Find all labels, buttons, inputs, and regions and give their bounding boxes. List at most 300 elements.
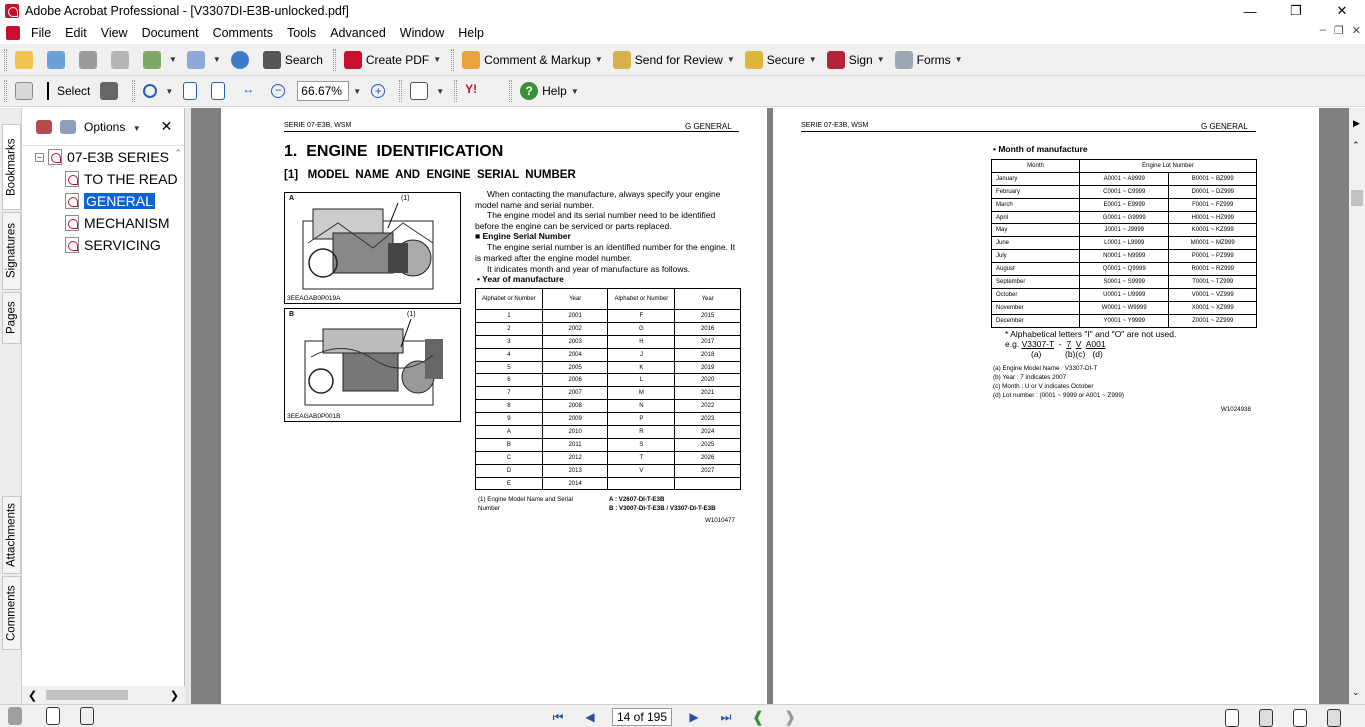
- restore-button[interactable]: ❐: [1290, 3, 1302, 18]
- doc-close-button[interactable]: ✕: [1351, 25, 1361, 37]
- bookmark-label: MECHANISM: [84, 215, 170, 231]
- tab-bookmarks[interactable]: Bookmarks: [2, 124, 21, 210]
- paperclip-icon[interactable]: [8, 707, 22, 725]
- collapse-icon[interactable]: −: [35, 153, 44, 162]
- fit-width-icon: ↔: [242, 82, 255, 96]
- figure-callout: (1): [407, 311, 416, 318]
- navigation-toolbar: [0, 76, 1365, 107]
- table-row: [476, 387, 741, 400]
- heading-year: • Year of manufacture: [477, 274, 564, 284]
- zoom-tool-button[interactable]: [139, 78, 177, 104]
- facing-icon[interactable]: [1293, 709, 1307, 727]
- layout-buttons: [1225, 709, 1345, 727]
- chevron-down-icon: ▼: [165, 86, 174, 96]
- table-cell: December: [992, 314, 1080, 327]
- table-cell: A0001 ~ A9999: [1080, 172, 1169, 185]
- continuous-icon[interactable]: [1259, 709, 1273, 727]
- engine-drawing-b: [293, 319, 453, 411]
- zoom-input[interactable]: 66.67%: [297, 81, 349, 101]
- heading-serial-number: ■ Engine Serial Number: [475, 231, 571, 241]
- table-cell: June: [992, 237, 1080, 250]
- table-cell: W0001 ~ W9999: [1080, 301, 1169, 314]
- navigation-tab-strip: [0, 108, 22, 704]
- email-button[interactable]: [139, 47, 181, 73]
- legend-item: (a) Engine Model Name : V3307-DI-T: [993, 365, 1098, 372]
- next-view-button[interactable]: ❱: [783, 709, 797, 726]
- magnifier-icon: [143, 84, 157, 98]
- expand-bookmark-icon[interactable]: [36, 120, 52, 134]
- globe-icon: [231, 51, 249, 69]
- menu-tools[interactable]: Tools: [287, 25, 317, 40]
- bookmark-horizontal-scrollbar[interactable]: [22, 686, 185, 704]
- yahoo-icon: Y!: [465, 82, 478, 96]
- table-cell: 2008: [542, 400, 608, 413]
- review-label: Send for Review: [634, 52, 723, 67]
- table-row: [992, 288, 1257, 301]
- figure-code: 3EEAGAB0P019A: [287, 295, 341, 302]
- table-cell: 2021: [675, 387, 741, 400]
- help-icon: ?: [520, 82, 538, 100]
- example-month: V: [1075, 339, 1082, 349]
- page-header-left: SERIE 07-E3B, WSM: [801, 122, 869, 129]
- create-pdf-icon: [344, 51, 362, 69]
- pdf-bookmark-icon: [48, 149, 62, 165]
- table-cell: G: [608, 322, 675, 335]
- paragraph-serial: The engine serial number is an identified number for the engine. It is marked after the engine model number.: [475, 242, 736, 263]
- binoculars-icon: [263, 51, 281, 69]
- single-page-icon[interactable]: [1225, 709, 1239, 727]
- table-cell: 2016: [675, 322, 741, 335]
- pdf-bookmark-icon: [65, 171, 79, 187]
- table-cell: E0001 ~ E9999: [1080, 198, 1169, 211]
- bookmark-label: 07-E3B SERIES: [67, 149, 169, 165]
- scroll-down-icon[interactable]: ⌄: [1352, 687, 1360, 697]
- options-button[interactable]: [84, 120, 141, 134]
- footnote-label: (1) Engine Model Name and Serial Number: [478, 496, 573, 512]
- toolbar-grip[interactable]: [4, 49, 7, 71]
- select-tool-button[interactable]: [43, 78, 94, 104]
- table-cell: H0001 ~ HZ999: [1169, 211, 1257, 224]
- page-header-right: G GENERAL: [685, 122, 732, 131]
- toolbar-grip[interactable]: [509, 80, 512, 102]
- pen-icon: [827, 51, 845, 69]
- table-cell: April: [992, 211, 1080, 224]
- print-button[interactable]: [107, 47, 137, 73]
- attach-button[interactable]: [183, 47, 225, 73]
- table-row: [992, 237, 1257, 250]
- bookmark-label: GENERAL: [86, 193, 153, 209]
- table-cell: D0001 ~ DZ999: [1169, 185, 1257, 198]
- table-row: [476, 426, 741, 439]
- table-cell: 2006: [542, 374, 608, 387]
- table-row: [476, 400, 741, 413]
- table-cell: B0001 ~ BZ999: [1169, 172, 1257, 185]
- figure-b: [284, 308, 461, 422]
- table-row: [476, 361, 741, 374]
- tab-signatures[interactable]: Signatures: [2, 212, 21, 290]
- table-row: [476, 335, 741, 348]
- toolbar-grip[interactable]: [399, 80, 402, 102]
- document-view[interactable]: [191, 108, 1349, 704]
- acrobat-icon: [5, 4, 19, 18]
- minimize-button[interactable]: —: [1243, 3, 1257, 19]
- figure-a: [284, 192, 461, 304]
- col-header: Alphabet or Number: [476, 289, 543, 310]
- paragraph-contact: When contacting the manufacture, always specify your engine model name and serial number.: [475, 189, 721, 210]
- minus-icon: −: [271, 84, 285, 98]
- menu-help[interactable]: Help: [458, 25, 484, 40]
- table-cell: V: [608, 464, 675, 477]
- table-cell: 7: [476, 387, 543, 400]
- table-row: [476, 322, 741, 335]
- status-bar: [0, 704, 1365, 727]
- table-cell: H: [608, 335, 675, 348]
- table-cell: 2017: [675, 335, 741, 348]
- lock-icon: [745, 51, 763, 69]
- continuous-layout-icon[interactable]: [80, 707, 94, 725]
- review-icon: [613, 51, 631, 69]
- window-title: Adobe Acrobat Professional - [V3307DI-E3B-unlocked.pdf]: [25, 4, 349, 18]
- document-vertical-scrollbar[interactable]: [1349, 108, 1365, 704]
- chevron-down-icon: ▼: [436, 86, 445, 96]
- sign-button[interactable]: [823, 47, 889, 73]
- table-cell: E: [476, 477, 543, 490]
- table-cell: G0001 ~ G9999: [1080, 211, 1169, 224]
- table-cell: 2027: [675, 464, 741, 477]
- menu-advanced[interactable]: Advanced: [330, 25, 386, 40]
- table-cell: 5: [476, 361, 543, 374]
- rotate-button[interactable]: [406, 78, 448, 104]
- toolbar-grip[interactable]: [132, 80, 135, 102]
- open-button[interactable]: [11, 47, 41, 73]
- col-header: Alphabet or Number: [608, 289, 675, 310]
- last-page-button[interactable]: ⏭: [720, 709, 732, 724]
- table-row: [992, 314, 1257, 327]
- table-cell: October: [992, 288, 1080, 301]
- previous-page-button[interactable]: ◀: [585, 710, 595, 724]
- table-cell: [608, 477, 675, 490]
- web-button[interactable]: [227, 47, 257, 73]
- scroll-thumb[interactable]: [1351, 190, 1363, 206]
- fit-page-button[interactable]: [207, 78, 233, 104]
- col-header: Year: [542, 289, 608, 310]
- zoom-in-button[interactable]: [361, 78, 393, 104]
- table-cell: 2012: [542, 451, 608, 464]
- help-button[interactable]: [516, 78, 583, 104]
- email-icon: [143, 51, 161, 69]
- table-row: [992, 301, 1257, 314]
- pdf-bookmark-icon: [65, 193, 79, 209]
- save-icon: [79, 51, 97, 69]
- plus-icon: +: [371, 84, 385, 98]
- sign-label: Sign: [848, 52, 873, 67]
- table-cell: 2: [476, 322, 543, 335]
- page-navigation: [548, 708, 800, 726]
- table-cell: 2011: [542, 438, 608, 451]
- table-cell: 2007: [542, 387, 608, 400]
- figure-label: B: [289, 311, 295, 318]
- document-icon[interactable]: [6, 26, 20, 40]
- first-page-button[interactable]: ⏮: [552, 709, 564, 724]
- page-header-left: SERIE 07-E3B, WSM: [284, 122, 352, 129]
- example-line: [1005, 339, 1106, 350]
- table-row: [992, 276, 1257, 289]
- table-row: [476, 464, 741, 477]
- table-cell: March: [992, 198, 1080, 211]
- menu-window[interactable]: Window: [399, 25, 445, 40]
- hand-icon: [15, 82, 33, 100]
- forms-button[interactable]: [891, 47, 967, 73]
- table-cell: Q0001 ~ Q9999: [1080, 263, 1169, 276]
- options-label: Options: [84, 119, 126, 134]
- pdf-bookmark-icon: [65, 237, 79, 253]
- table-row: [476, 348, 741, 361]
- table-cell: Z0001 ~ ZZ999: [1169, 314, 1257, 327]
- table-cell: 9: [476, 413, 543, 426]
- table-cell: May: [992, 224, 1080, 237]
- table-cell: 2001: [542, 310, 608, 323]
- title-bar: [0, 0, 1365, 22]
- table-row: [476, 310, 741, 323]
- example-year: 7: [1066, 339, 1072, 349]
- table-row: [476, 477, 741, 490]
- search-label: Search: [284, 52, 323, 67]
- scroll-up-icon[interactable]: ⌃: [174, 148, 182, 158]
- toolbar-grip[interactable]: [451, 49, 454, 71]
- hand-tool-button[interactable]: [11, 78, 41, 104]
- create-pdf-button[interactable]: [340, 47, 445, 73]
- legend-list: [993, 364, 1124, 400]
- table-cell: J0001 ~ J9999: [1080, 224, 1169, 237]
- example-model: V3307-T: [1021, 339, 1055, 349]
- save-button[interactable]: [75, 47, 105, 73]
- bookmarks-panel: [22, 108, 185, 704]
- send-review-button[interactable]: [609, 47, 739, 73]
- menu-view[interactable]: View: [100, 25, 128, 40]
- page-number-input[interactable]: 14 of 195: [612, 708, 672, 726]
- table-cell: September: [992, 276, 1080, 289]
- bookmark-label: TO THE READ: [84, 171, 178, 187]
- toolbar-grip[interactable]: [4, 80, 7, 102]
- chevron-down-icon: ▼: [594, 55, 603, 64]
- chevron-down-icon: ▼: [954, 55, 963, 64]
- table-cell: 2022: [675, 400, 741, 413]
- table-cell: D: [476, 464, 543, 477]
- table-row: [476, 438, 741, 451]
- note-letters: * Alphabetical letters "I" and "O" are not used.: [1005, 329, 1177, 339]
- example-dash: -: [1058, 339, 1062, 349]
- comment-icon: [462, 51, 480, 69]
- chevron-down-icon: ▼: [433, 55, 442, 64]
- year-table: [475, 288, 741, 490]
- scroll-left-icon[interactable]: ❮: [28, 689, 38, 702]
- month-table: [991, 159, 1257, 328]
- col-header: Engine Lot Number: [1080, 160, 1257, 173]
- header-rule: [801, 131, 1256, 132]
- scroll-up-icon[interactable]: ⌃: [1352, 140, 1360, 150]
- forms-label: Forms: [916, 52, 951, 67]
- menu-edit[interactable]: Edit: [65, 25, 87, 40]
- table-cell: 6: [476, 374, 543, 387]
- table-cell: 2015: [675, 310, 741, 323]
- secure-label: Secure: [766, 52, 805, 67]
- comment-label: Comment & Markup: [484, 52, 591, 67]
- chevron-down-icon: ▼: [132, 123, 141, 133]
- engine-drawing-a: [293, 203, 453, 295]
- table-cell: [675, 477, 741, 490]
- table-cell: 2005: [542, 361, 608, 374]
- table-row: [476, 451, 741, 464]
- page-icon: [183, 82, 197, 100]
- search-button[interactable]: [259, 47, 327, 73]
- file-toolbar: [0, 44, 1365, 76]
- forms-icon: [895, 51, 913, 69]
- footnote-b: B : V3007-DI-T-E3B / V3307-DI-T-E3B: [609, 505, 716, 512]
- table-cell: N: [608, 400, 675, 413]
- folder-open-icon: [15, 51, 33, 69]
- help-label: Help: [542, 84, 567, 98]
- col-header: Month: [992, 160, 1080, 173]
- table-cell: F0001 ~ FZ999: [1169, 198, 1257, 211]
- fit-width-button[interactable]: [235, 78, 265, 104]
- zoom-dropdown-icon[interactable]: ▼: [353, 86, 362, 96]
- table-cell: 2010: [542, 426, 608, 439]
- table-cell: 2009: [542, 413, 608, 426]
- page-layout-icon[interactable]: [46, 707, 60, 725]
- table-cell: R: [608, 426, 675, 439]
- col-header: Year: [675, 289, 741, 310]
- table-row: [992, 224, 1257, 237]
- toolbar-grip[interactable]: [333, 49, 336, 71]
- table-cell: 2002: [542, 322, 608, 335]
- bookmark-root[interactable]: [35, 149, 169, 165]
- table-cell: M: [608, 387, 675, 400]
- chevron-down-icon: ▼: [570, 86, 579, 96]
- legend-item: (c) Month : U or V indicates October: [993, 383, 1094, 390]
- table-cell: February: [992, 185, 1080, 198]
- chevron-down-icon: ▼: [726, 55, 735, 64]
- close-button[interactable]: ✕: [1336, 3, 1348, 18]
- figure-code: 3EEAGAB0P001B: [287, 413, 341, 420]
- table-cell: J: [608, 348, 675, 361]
- tab-comments[interactable]: Comments: [2, 576, 21, 650]
- reference-code: W1024938: [1221, 406, 1251, 413]
- example-prefix: e.g.: [1005, 339, 1020, 349]
- table-cell: F: [608, 310, 675, 323]
- secure-button[interactable]: [741, 47, 821, 73]
- printer-icon: [111, 51, 129, 69]
- pdf-bookmark-icon: [65, 215, 79, 231]
- table-cell: C0001 ~ C9999: [1080, 185, 1169, 198]
- table-cell: 2004: [542, 348, 608, 361]
- chevron-down-icon: ▼: [808, 55, 817, 64]
- table-cell: 2023: [675, 413, 741, 426]
- table-cell: B: [476, 438, 543, 451]
- table-cell: T: [608, 451, 675, 464]
- table-cell: 2020: [675, 374, 741, 387]
- select-label: Select: [57, 84, 91, 98]
- tab-attachments[interactable]: Attachments: [2, 496, 21, 574]
- menu-file[interactable]: File: [31, 25, 52, 40]
- scroll-right-icon[interactable]: ❯: [169, 689, 179, 702]
- table-cell: Y0001 ~ Y9999: [1080, 314, 1169, 327]
- close-panel-icon[interactable]: ✕: [160, 118, 173, 134]
- next-page-button[interactable]: ▶: [689, 710, 699, 724]
- footnote-a: A : V2607-DI-T-E3B: [609, 496, 665, 503]
- chevron-down-icon: ▼: [212, 55, 221, 64]
- doc-restore-button[interactable]: ❐: [1333, 25, 1344, 37]
- table-cell: P: [608, 413, 675, 426]
- menu-document[interactable]: Document: [141, 25, 199, 40]
- menu-comments[interactable]: Comments: [212, 25, 273, 40]
- table-cell: 2025: [675, 438, 741, 451]
- comment-markup-button[interactable]: [458, 47, 607, 73]
- table-cell: K: [608, 361, 675, 374]
- zoom-out-button[interactable]: [267, 78, 293, 104]
- bookmark-mechanism[interactable]: [65, 215, 170, 231]
- bookmark-servicing[interactable]: [65, 237, 161, 253]
- table-cell: A: [476, 426, 543, 439]
- scroll-right-page-icon[interactable]: ▶: [1353, 118, 1360, 128]
- example-labels: (a) (b)(c) (d): [1031, 349, 1103, 359]
- scroll-thumb[interactable]: [46, 690, 128, 700]
- table-cell: July: [992, 250, 1080, 263]
- table-row: [992, 172, 1257, 185]
- bookmark-general[interactable]: [65, 193, 155, 209]
- heading-month: • Month of manufacture: [993, 144, 1088, 154]
- table-cell: 2026: [675, 451, 741, 464]
- rotate-view-icon: [410, 82, 428, 100]
- snapshot-button[interactable]: [96, 78, 126, 104]
- create-pdf-label: Create PDF: [365, 52, 430, 67]
- bookmark-tree: [22, 146, 184, 682]
- table-cell: X0001 ~ XZ999: [1169, 301, 1257, 314]
- organizer-button[interactable]: [43, 47, 73, 73]
- table-row: [476, 413, 741, 426]
- actual-size-button[interactable]: [179, 78, 205, 104]
- tab-pages[interactable]: Pages: [2, 292, 21, 344]
- table-cell: 2019: [675, 361, 741, 374]
- example-lot: A001: [1085, 339, 1106, 349]
- previous-view-button[interactable]: ❰: [751, 709, 765, 726]
- bookmarks-toolbar: [22, 108, 184, 146]
- bookmark-to-the-reader[interactable]: [65, 171, 178, 187]
- toolbar-grip[interactable]: [454, 80, 457, 102]
- subsection-title: [1] MODEL NAME AND ENGINE SERIAL NUMBER: [284, 169, 576, 181]
- table-cell: N0001 ~ N9999: [1080, 250, 1169, 263]
- menu-bar: [0, 22, 1365, 43]
- doc-minimize-button[interactable]: –: [1319, 24, 1326, 36]
- table-cell: 2003: [542, 335, 608, 348]
- yahoo-search-button[interactable]: [461, 78, 503, 104]
- bookmark-actions-icon[interactable]: [60, 120, 76, 134]
- table-row: [992, 198, 1257, 211]
- chevron-down-icon: ▼: [169, 55, 177, 64]
- table-cell: August: [992, 263, 1080, 276]
- table-cell: P0001 ~ PZ999: [1169, 250, 1257, 263]
- table-row: [992, 263, 1257, 276]
- reference-code: W1010477: [705, 517, 735, 524]
- table-cell: 3: [476, 335, 543, 348]
- table-cell: S: [608, 438, 675, 451]
- table-cell: 2024: [675, 426, 741, 439]
- table-cell: 2018: [675, 348, 741, 361]
- continuous-facing-icon[interactable]: [1327, 709, 1341, 727]
- table-cell: U0001 ~ U9999: [1080, 288, 1169, 301]
- table-cell: 8: [476, 400, 543, 413]
- section-title: 1. ENGINE IDENTIFICATION: [284, 143, 504, 160]
- legend-item: (b) Year : 7 indicates 2007: [993, 374, 1067, 381]
